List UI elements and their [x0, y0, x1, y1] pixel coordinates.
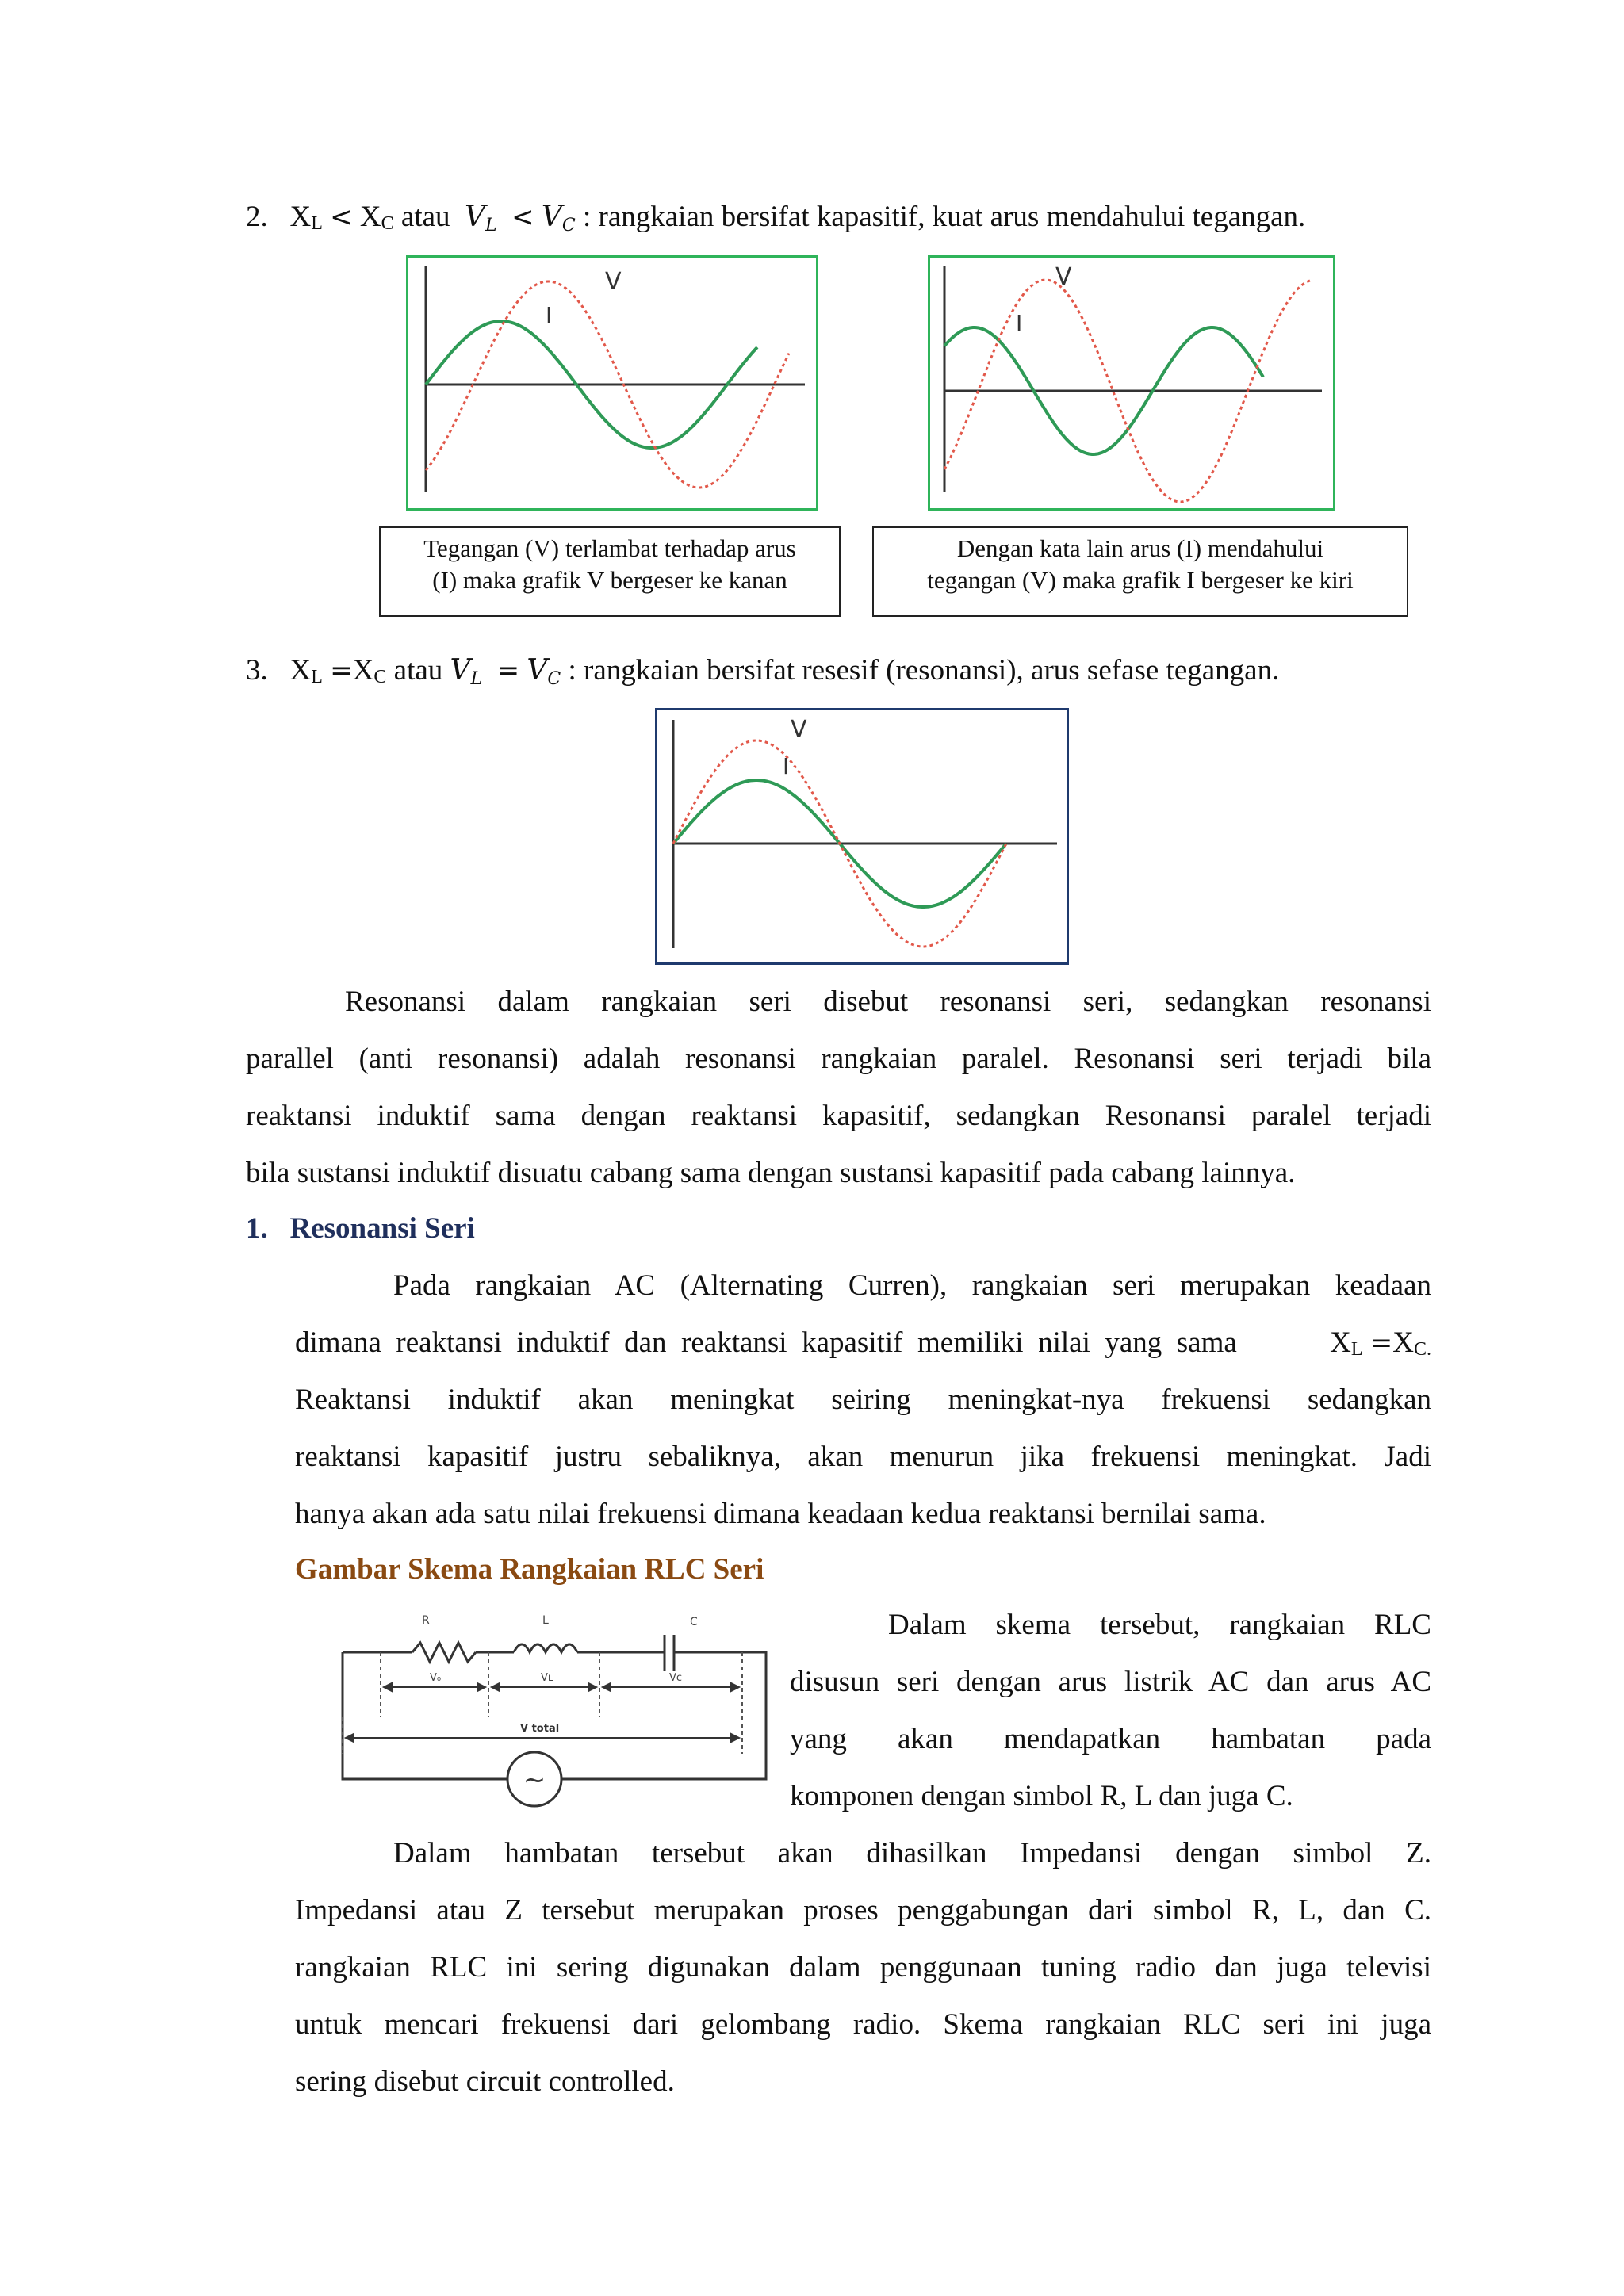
vl-symbol: $V_L$ — [465, 201, 497, 235]
vl-symbol: $V_L$ — [450, 654, 483, 689]
graph-2-frame — [928, 255, 1335, 511]
vc-label: Vᴄ — [669, 1672, 683, 1684]
caption-2-line-1: Dengan kata lain arus (I) mendahului — [956, 534, 1324, 562]
caption-1-box — [379, 526, 841, 617]
para-2-line-2-text: dimana reaktansi induktif dan reaktansi kapasitif memiliki nilai yang sama — [295, 1326, 1237, 1359]
para-3-line-1: Dalam hambatan tersebut akan dihasilkan Impedansi dengan simbol Z. — [393, 1837, 1431, 1869]
item-2-text: : rangkaian bersifat kapasitif, kuat arus mendahului tegangan. — [582, 201, 1306, 233]
caption-2-line-2: tegangan (V) maka grafik I bergeser ke kiri — [927, 566, 1354, 594]
vc-symbol: $V_C$ — [527, 654, 561, 689]
vr-label: V₀ — [430, 1672, 442, 1684]
side-text-line-3: yang akan mendapatkan hambatan pada — [790, 1723, 1431, 1755]
ac-source-symbol: ~ — [523, 1764, 546, 1796]
side-text-line-4: komponen dengan simbol R, L dan juga C. — [790, 1780, 1293, 1812]
atau-word: atau — [400, 201, 450, 233]
graph-3-frame — [655, 708, 1069, 965]
caption-2-box — [872, 526, 1408, 617]
para-2-line-1: Pada rangkaian AC (Alternating Curren), rangkaian seri merupakan keadaan — [393, 1269, 1431, 1302]
graph-1-frame — [406, 255, 818, 511]
equals-sign-2: = — [496, 655, 520, 687]
rlc-circuit-diagram — [333, 1598, 777, 1812]
para-1-line-4: bila sustansi induktif disuatu cabang sama dengan sustansi kapasitif pada cabang lainnya. — [246, 1157, 1296, 1189]
xc-symbol: $X_C$ — [352, 654, 387, 687]
xl-symbol: $X_L$ — [289, 654, 323, 687]
graph-1-plot — [408, 258, 816, 508]
para-1-line-3: reaktansi induktif sama dengan reaktansi kapasitif, sedangkan Resonansi paralel terjadi — [246, 1100, 1431, 1132]
para-3-line-4: untuk mencari frekuensi dari gelombang radio. Skema rangkaian RLC seri ini juga — [295, 2008, 1431, 2041]
section-number: 1. — [246, 1212, 268, 1245]
current-label: I — [546, 302, 553, 328]
graph-2-plot — [930, 258, 1333, 508]
subheading: Gambar Skema Rangkaian RLC Seri — [295, 1553, 764, 1586]
xc-symbol: $X_C$ — [359, 201, 394, 234]
voltage-label: V — [791, 716, 807, 744]
item-3-text: : rangkaian bersifat resesif (resonansi), arus sefase tegangan. — [568, 654, 1280, 687]
para-2-line-2 — [295, 1324, 1431, 1368]
para-2-line-4: reaktansi kapasitif justru sebaliknya, akan menurun jika frekuensi meningkat. Jadi — [295, 1441, 1431, 1473]
side-text-line-2: disusun seri dengan arus listrik AC dan arus AC — [790, 1666, 1431, 1698]
inductor-label: L — [542, 1614, 549, 1627]
current-label: I — [783, 753, 790, 779]
para-2-line-5: hanya akan ada satu nilai frekuensi dimana keadaan kedua reaktansi bernilai sama. — [295, 1498, 1266, 1530]
capacitor-label: C — [690, 1616, 698, 1628]
resistor-symbol — [412, 1643, 476, 1662]
caption-1-line-1: Tegangan (V) terlambat terhadap arus — [423, 534, 796, 562]
para-3-line-5: sering disebut circuit controlled. — [295, 2065, 675, 2098]
xl-symbol: $X_L$ — [289, 201, 323, 234]
side-text-line-1: Dalam skema tersebut, rangkaian RLC — [888, 1609, 1431, 1641]
para-3-line-3: rangkaian RLC ini sering digunakan dalam penggunaan tuning radio dan juga televisi — [295, 1951, 1431, 1984]
vl-label: Vʟ — [541, 1672, 553, 1684]
atau-word: atau — [393, 654, 443, 687]
vtotal-label: V total — [520, 1723, 560, 1735]
para-1-line-2: parallel (anti resonansi) adalah resonansi rangkaian paralel. Resonansi seri terjadi bila — [246, 1043, 1431, 1075]
less-than-sign-2: < — [511, 201, 534, 233]
resistor-label: R — [422, 1614, 430, 1627]
section-title: Resonansi Seri — [289, 1212, 475, 1245]
inductor-symbol — [514, 1644, 577, 1652]
item-3-line — [246, 652, 1279, 698]
equals-sign: = — [330, 655, 353, 687]
graph-3-plot — [657, 710, 1067, 962]
less-than-sign: < — [330, 201, 353, 233]
voltage-label: V — [1055, 263, 1072, 291]
section-heading — [246, 1210, 475, 1248]
para-1-line-1: Resonansi dalam rangkaian seri disebut resonansi seri, sedangkan resonansi — [345, 985, 1431, 1018]
item-2-line — [246, 198, 1305, 245]
vc-symbol: $V_C$ — [541, 201, 576, 235]
para-3-line-2: Impedansi atau Z tersebut merupakan proses penggabungan dari simbol R, L, dan C. — [295, 1894, 1431, 1927]
caption-1-line-2: (I) maka grafik V bergeser ke kanan — [432, 566, 787, 594]
item-number: 3. — [246, 654, 268, 687]
xl-equals-xc: $X_L =X_{C.}$ — [1330, 1326, 1431, 1360]
item-number: 2. — [246, 201, 268, 233]
para-2-line-3: Reaktansi induktif akan meningkat seiring meningkat-nya frekuensi sedangkan — [295, 1383, 1431, 1416]
current-label: I — [1016, 310, 1023, 336]
voltage-label: V — [605, 268, 622, 296]
